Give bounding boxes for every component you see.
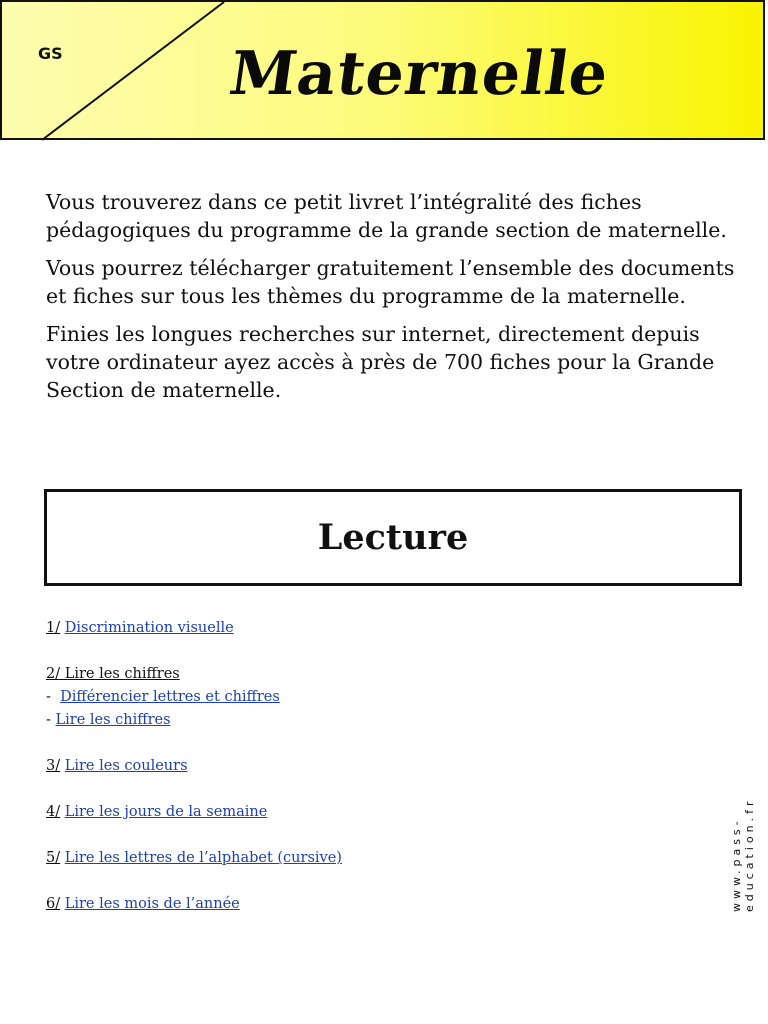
item-number: 1/ (46, 620, 61, 636)
section-heading-box (44, 489, 742, 586)
link-lire-couleurs[interactable]: Lire les couleurs (64, 758, 188, 774)
link-lire-jours-semaine[interactable]: Lire les jours de la semaine (64, 804, 268, 820)
section-title: Lecture (317, 517, 469, 558)
bullet-dash: - (46, 689, 51, 705)
page-title: Maternelle (225, 39, 614, 109)
link-list (46, 617, 342, 939)
item-number: 4/ (46, 804, 61, 820)
item-heading: 2/ Lire les chiffres (46, 666, 180, 682)
list-item (46, 801, 342, 824)
list-item (46, 617, 342, 640)
intro-paragraph: Vous pourrez télécharger gratuitement l’ensemble des documents et fiches sur tous les thèmes du programme de la maternelle. (46, 256, 735, 308)
item-number: 5/ (46, 850, 61, 866)
link-lire-mois-annee[interactable]: Lire les mois de l’année (64, 896, 240, 912)
bullet-dash: - (46, 712, 51, 728)
intro-text (46, 188, 736, 414)
item-number: 3/ (46, 758, 61, 774)
list-item (46, 663, 342, 732)
link-lire-lettres-alphabet[interactable]: Lire les lettres de l’alphabet (cursive) (64, 850, 342, 866)
page-header (0, 0, 765, 140)
intro-paragraph: Finies les longues recherches sur internet, directement depuis votre ordinateur ayez accès à près de 700 fiches pour la Grande Section de maternelle. (46, 322, 715, 402)
list-item (46, 893, 342, 916)
link-lire-chiffres[interactable]: Lire les chiffres (55, 712, 171, 728)
level-label: GS (38, 44, 63, 63)
link-differencier-lettres-chiffres[interactable]: Différencier lettres et chiffres (60, 689, 280, 705)
list-item (46, 847, 342, 870)
site-watermark: www.pass-education.fr (730, 797, 756, 912)
link-discrimination-visuelle[interactable]: Discrimination visuelle (64, 620, 234, 636)
list-item (46, 755, 342, 778)
intro-paragraph: Vous trouverez dans ce petit livret l’intégralité des fiches pédagogiques du programme de la grande section de maternelle. (46, 190, 727, 242)
item-number: 6/ (46, 896, 61, 912)
